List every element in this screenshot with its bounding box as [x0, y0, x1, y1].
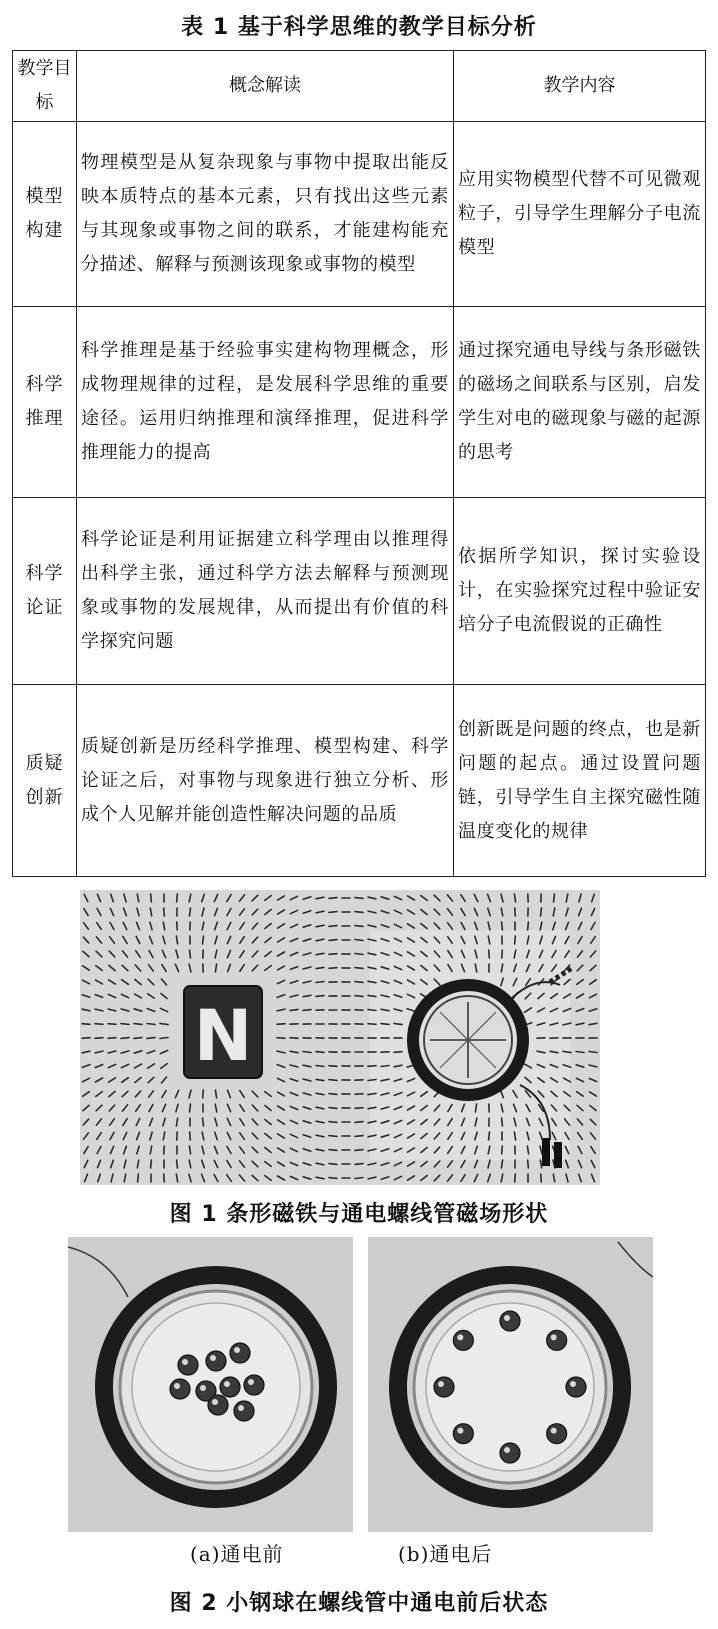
figure2a-label: (a)通电前: [190, 1542, 284, 1566]
figure2a-photo: [68, 1237, 353, 1532]
row-concept: 物理模型是从复杂现象与事物中提取出能反映本质特点的基本元素，只有找出这些元素与其现象或事物之间的联系，才能建构能充分描述、解释与预测该现象或事物的模型: [77, 122, 454, 307]
row-goal: 科学推理: [13, 307, 77, 498]
header-goal: 教学目标: [13, 51, 77, 122]
row-goal: 科学论证: [13, 497, 77, 684]
row-goal: 质疑创新: [13, 685, 77, 877]
row-content: 通过探究通电导线与条形磁铁的磁场之间联系与区别，启发学生对电的磁现象与磁的起源的思考: [454, 307, 706, 498]
table-row: [13, 122, 706, 307]
magnet-pole-label: N: [193, 995, 253, 1077]
bar-magnet: [184, 986, 262, 1078]
figure2b-photo: [368, 1237, 653, 1532]
table-title: 表 1 基于科学思维的教学目标分析: [181, 15, 537, 40]
figure2-caption: 图 2 小钢球在螺线管中通电前后状态: [169, 1591, 549, 1616]
header-content: 教学内容: [454, 51, 706, 122]
figure1-illustration: [80, 890, 600, 1185]
teaching-goals-table: [12, 50, 706, 877]
row-content: 创新既是问题的终点，也是新问题的起点。通过设置问题链，引导学生自主探究磁性随温度变化的规律: [454, 685, 706, 877]
row-concept: 质疑创新是历经科学推理、模型构建、科学论证之后，对事物与现象进行独立分析、形成个人见解并能创造性解决问题的品质: [77, 685, 454, 877]
row-content: 应用实物模型代替不可见微观粒子，引导学生理解分子电流模型: [454, 122, 706, 307]
table-row: [13, 307, 706, 498]
header-concept: 概念解读: [77, 51, 454, 122]
table-row: [13, 497, 706, 684]
row-goal: 模型构建: [13, 122, 77, 307]
figure2b-label: (b)通电后: [398, 1542, 493, 1566]
figure1-photo: [80, 890, 600, 1185]
row-content: 依据所学知识，探讨实验设计，在实验探究过程中验证安培分子电流假说的正确性: [454, 497, 706, 684]
row-concept: 科学论证是利用证据建立科学理由以推理得出科学主张，通过科学方法去解释与预测现象或事物的发展规律，从而提出有价值的科学探究问题: [77, 497, 454, 684]
figure1-caption: 图 1 条形磁铁与通电螺线管磁场形状: [169, 1202, 549, 1227]
table-row: [13, 685, 706, 877]
row-concept: 科学推理是基于经验事实建构物理概念，形成物理规律的过程，是发展科学思维的重要途径。运用归纳推理和演绎推理，促进科学推理能力的提高: [77, 307, 454, 498]
table-header-row: [13, 51, 706, 122]
